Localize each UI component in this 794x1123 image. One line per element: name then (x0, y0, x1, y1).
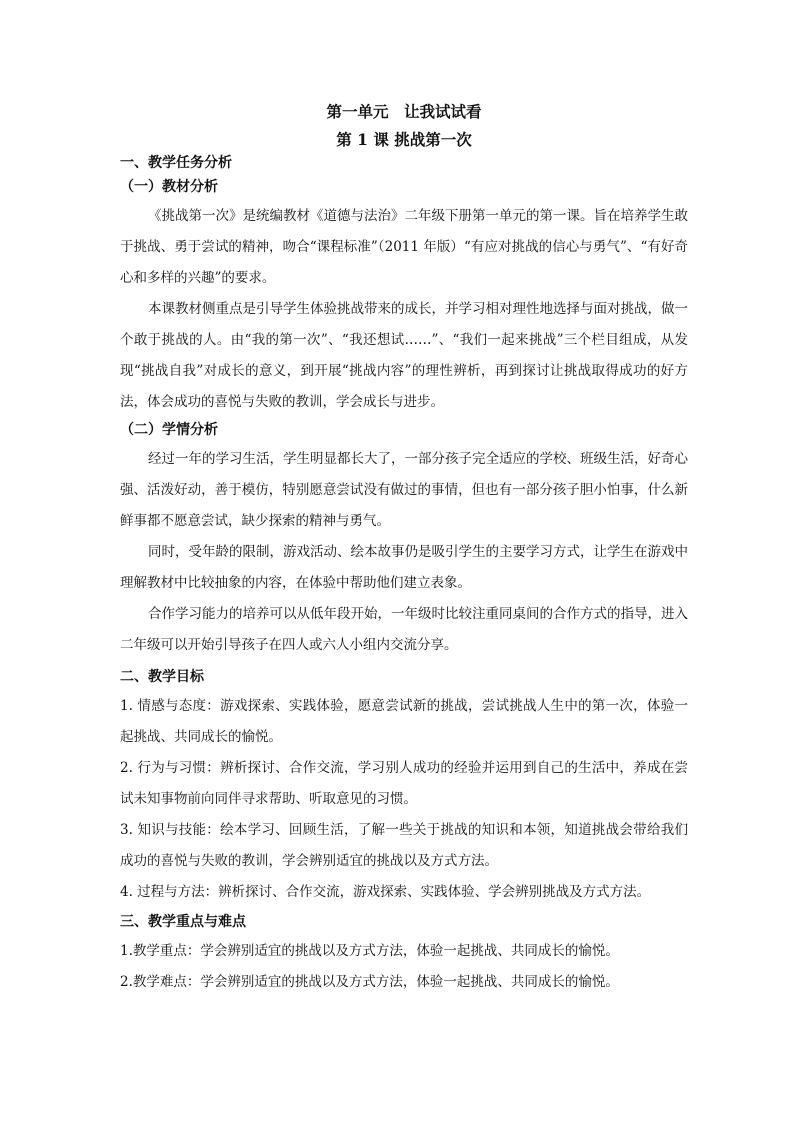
document-page (120, 95, 688, 998)
list-item: 1. 情感与态度：游戏探索、实践体验，愿意尝试新的挑战，尝试挑战人生中的第一次，体验一起挑战、共同成长的愉悦。 (120, 698, 688, 745)
list-item: 2.教学难点：学会辨别适宜的挑战以及方式方法，体验一起挑战、共同成长的愉悦。 (120, 974, 619, 990)
list-item: 1.教学重点：学会辨别适宜的挑战以及方式方法，体验一起挑战、共同成长的愉悦。 (120, 943, 619, 959)
paragraph: 合作学习能力的培养可以从低年段开始，一年级时比较注重同桌间的合作方式的指导，进入二年级可以开始引导孩子在四人或六人小组内交流分享。 (120, 606, 688, 653)
unit-title: 第一单元 让我试试看 (326, 102, 482, 121)
paragraph: 本课教材侧重点是引导学生体验挑战带来的成长，并学习相对理性地选择与面对挑战，做一个敢于挑战的人。由“我的第一次”、“我还想试……”、“我们一起来挑战”三个栏目组成，从发现“挑战自我”对成长的意义，到开展“挑战内容”的理性辨析，再到探讨让挑战取得成功的好方法，体会成功的喜悦与失败的教训，学会成长与进步。 (120, 301, 688, 410)
paragraph: 《挑战第一次》是统编教材《道德与法治》二年级下册第一单元的第一课。旨在培养学生敢于挑战、勇于尝试的精神，吻合“课程标准”（2011 年版）“有应对挑战的信心与勇气”、“有好奇心和多样的兴趣”的要求。 (120, 208, 688, 286)
subsection-heading-students: （二）学情分析 (120, 422, 218, 438)
lesson-title: 第 1 课 挑战第一次 (336, 130, 472, 149)
section-heading-key-points: 三、教学重点与难点 (120, 914, 246, 930)
list-item: 2. 行为与习惯：辨析探讨、合作交流，学习别人成功的经验并运用到自己的生活中，养成在尝试未知事物前向同伴寻求帮助、听取意见的习惯。 (120, 760, 688, 807)
list-item: 3. 知识与技能：绘本学习、回顾生活，了解一些关于挑战的知识和本领，知道挑战会带给我们成功的喜悦与失败的教训，学会辨别适宜的挑战以及方式方法。 (120, 822, 688, 869)
subsection-heading-textbook: （一）教材分析 (120, 179, 218, 195)
list-item: 4. 过程与方法：辨析探讨、合作交流，游戏探索、实践体验、学会辨别挑战及方式方法。 (120, 884, 651, 900)
paragraph: 经过一年的学习生活，学生明显都长大了，一部分孩子完全适应的学校、班级生活，好奇心强、活泼好动，善于模仿，特别愿意尝试没有做过的事情，但也有一部分孩子胆小怕事，什么新鲜事都不愿意尝试，缺少探索的精神与勇气。 (120, 451, 688, 529)
paragraph: 同时，受年龄的限制，游戏活动、绘本故事仍是吸引学生的主要学习方式，让学生在游戏中理解教材中比较抽象的内容，在体验中帮助他们建立表象。 (120, 544, 688, 591)
section-heading-objectives: 二、教学目标 (120, 669, 204, 685)
section-heading-task-analysis: 一、教学任务分析 (120, 155, 232, 171)
